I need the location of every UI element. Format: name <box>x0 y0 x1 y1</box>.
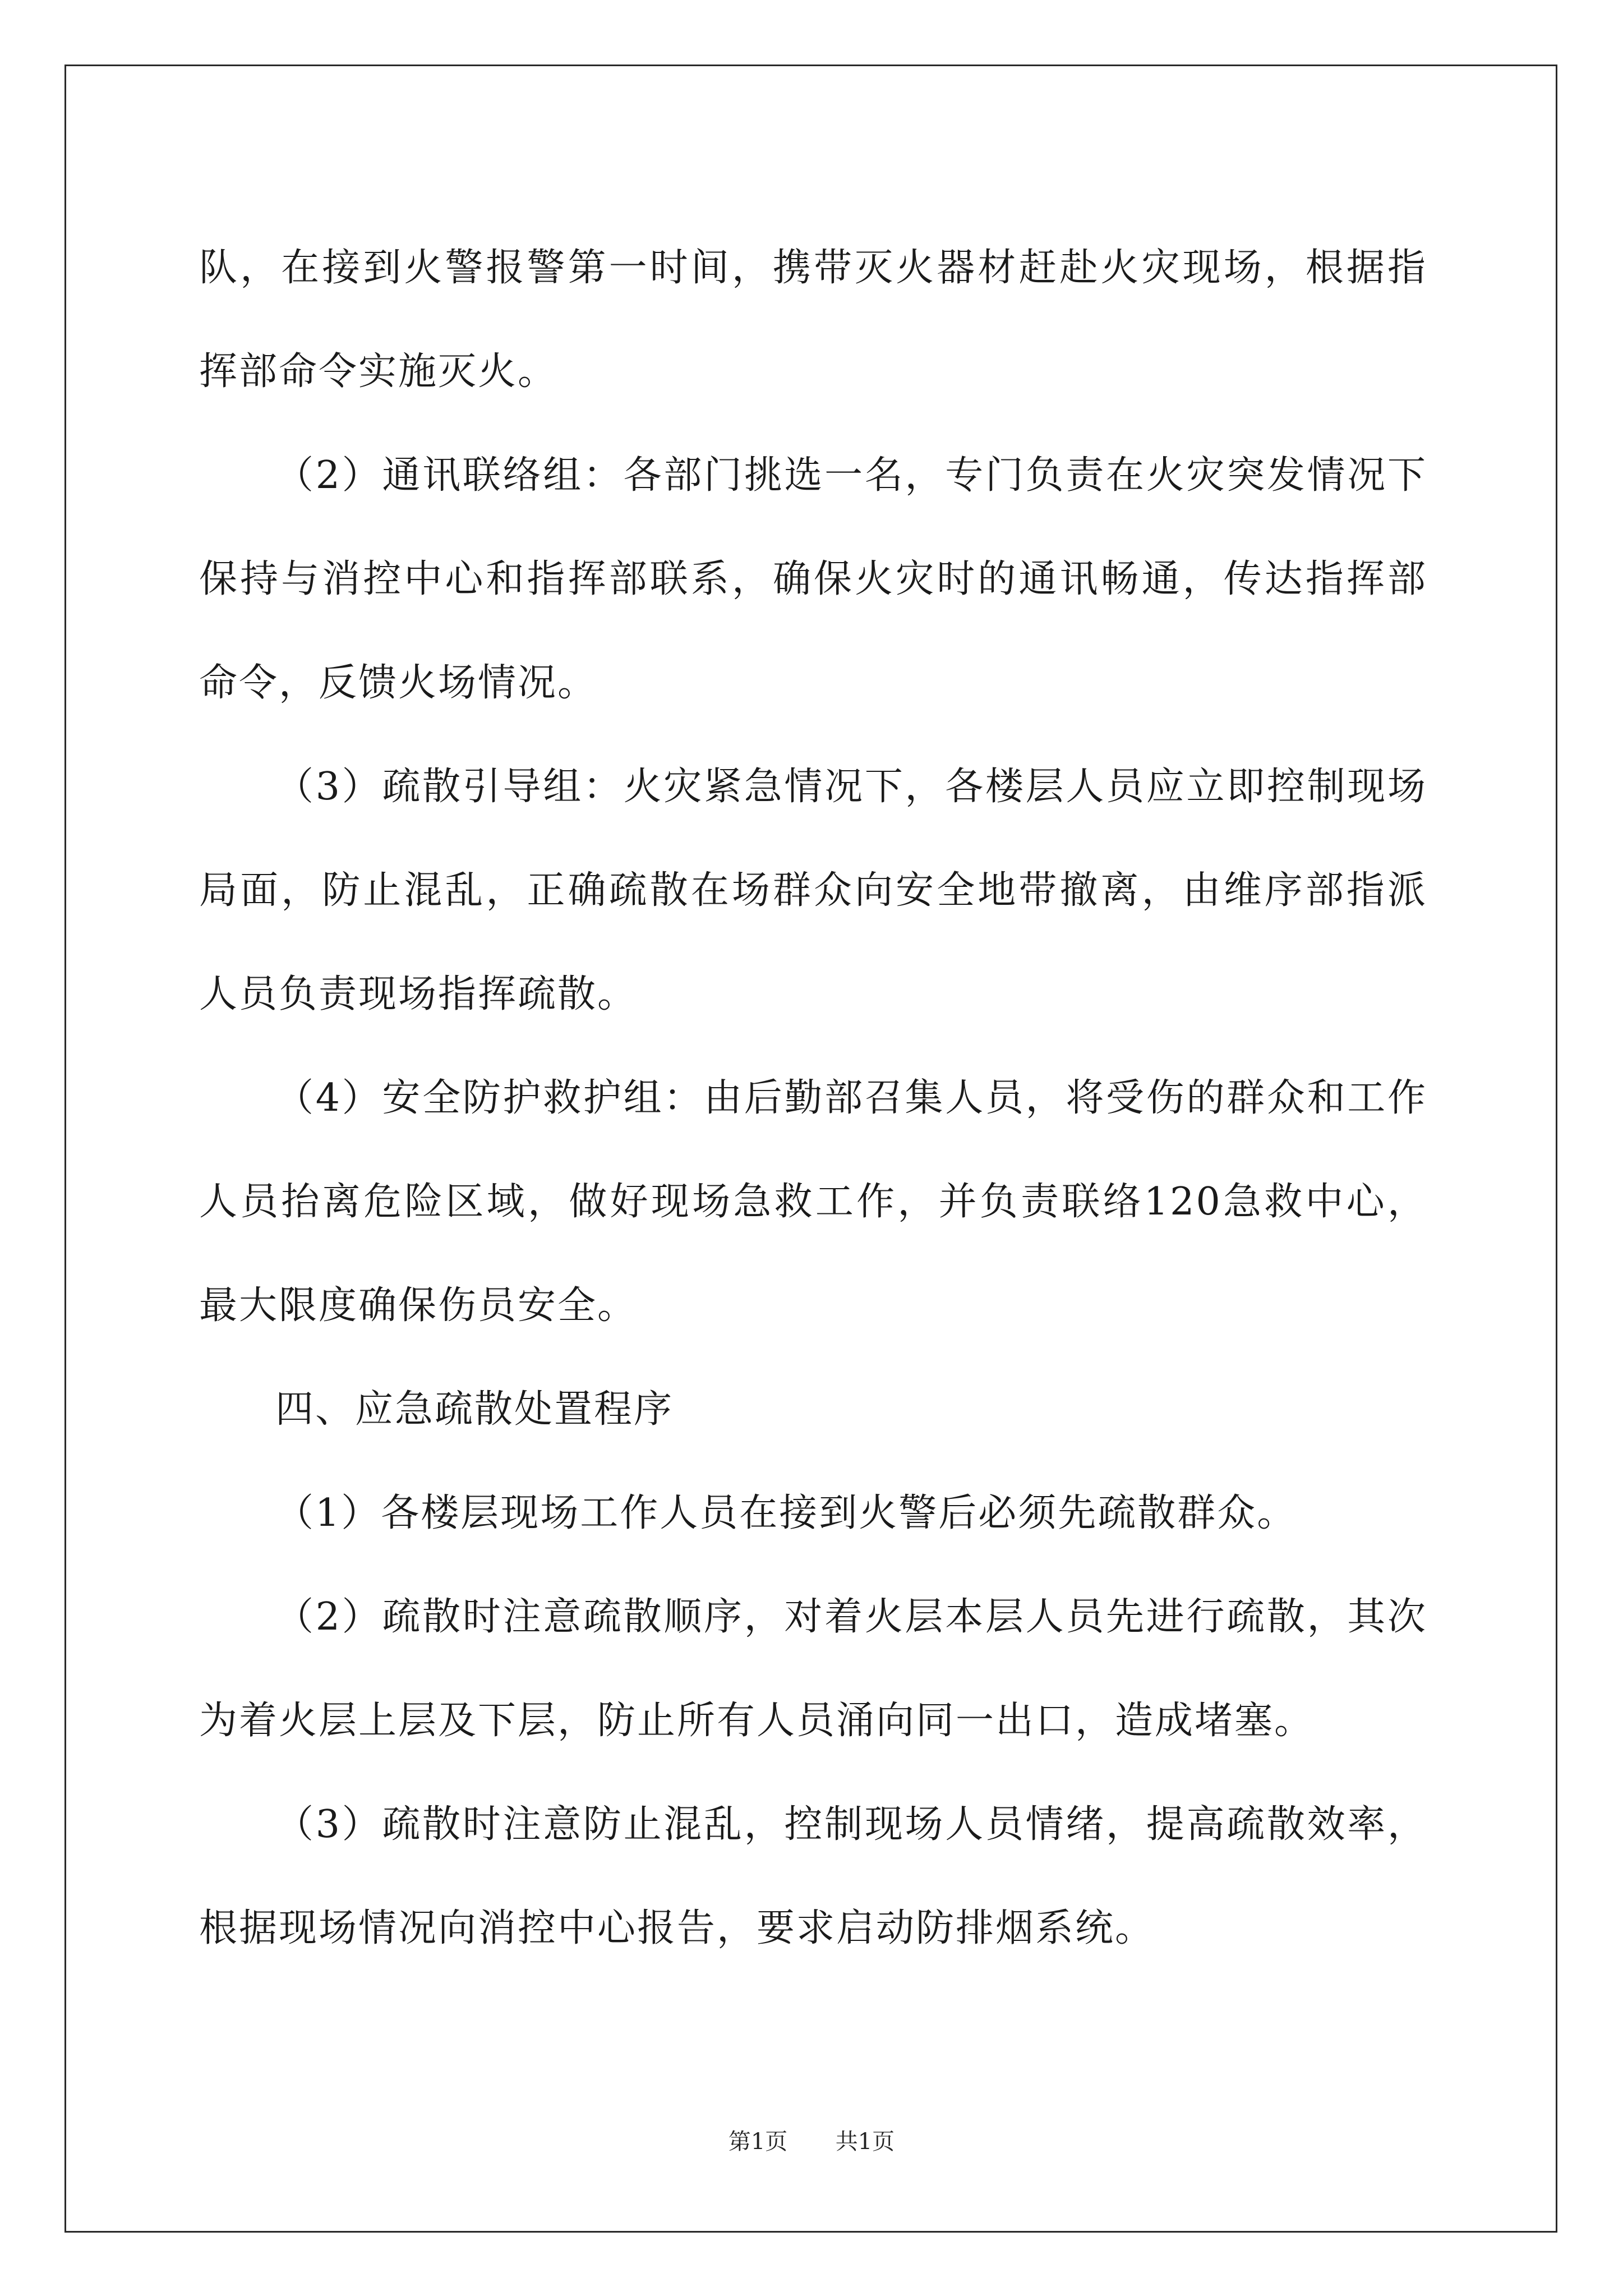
page-footer <box>0 2125 1623 2159</box>
document-body <box>199 216 1427 1980</box>
paragraph-procedure-3: （3）疏散时注意防止混乱，控制现场人员情绪，提高疏散效率，根据现场情况向消控中心报告，要求启动防排烟系统。 <box>199 1802 1427 1950</box>
paragraph-evacuation-guide-group: （3）疏散引导组：火灾紧急情况下，各楼层人员应立即控制现场局面，防止混乱，正确疏散在场群众向安全地带撤离，由维序部指派人员负责现场指挥疏散。 <box>199 765 1427 1016</box>
paragraph-safety-rescue-group: （4）安全防护救护组：由后勤部召集人员，将受伤的群众和工作人员抬离危险区域，做好现场急救工作，并负责联络120急救中心，最大限度确保伤员安全。 <box>199 1076 1427 1328</box>
page-number: 第1页 <box>728 2129 788 2155</box>
section-heading: 四、应急疏散处置程序 <box>275 1387 674 1432</box>
paragraph-continuation: 队，在接到火警报警第一时间，携带灭火器材赶赴火灾现场，根据指挥部命令实施灭火。 <box>199 246 1427 394</box>
paragraph-communication-group: （2）通讯联络组：各部门挑选一名，专门负责在火灾突发情况下保持与消控中心和指挥部联系，确保火灾时的通讯畅通，传达指挥部命令，反馈火场情况。 <box>199 453 1427 705</box>
paragraph-procedure-2: （2）疏散时注意疏散顺序，对着火层本层人员先进行疏散，其次为着火层上层及下层，防止所有人员涌向同一出口，造成堵塞。 <box>199 1595 1427 1743</box>
paragraph-procedure-1: （1）各楼层现场工作人员在接到火警后必须先疏散群众。 <box>275 1491 1297 1535</box>
page-total: 共1页 <box>835 2129 895 2155</box>
